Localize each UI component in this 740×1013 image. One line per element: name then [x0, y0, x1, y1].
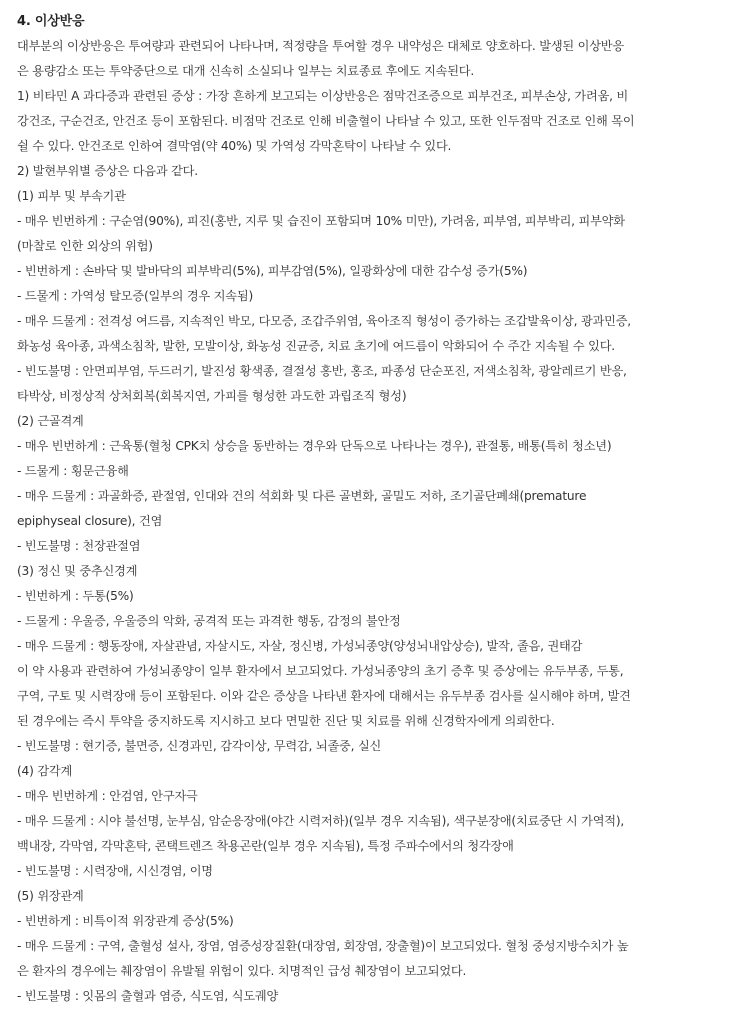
text-line: - 매우 드물게 : 과골화증, 관절염, 인대와 건의 석회화 및 다른 골변화, 골밀도 저하, 조기골단폐쇄(premature	[17, 489, 587, 503]
text-line: 타박상, 비정상적 상처회복(회복지연, 가피를 형성한 과도한 과립조직 형성)	[17, 389, 407, 403]
text-line: 1) 비타민 A 과다증과 관련된 증상 : 가장 흔하게 보고되는 이상반응은 점막건조증으로 피부건조, 피부손상, 가려움, 비	[17, 89, 629, 103]
section-title: 4. 이상반응	[17, 14, 85, 29]
text-line: - 빈도불명 : 천장관절염	[17, 539, 141, 553]
text-line: - 빈도불명 : 시력장애, 시신경염, 이명	[17, 864, 213, 878]
text-line: 은 환자의 경우에는 췌장염이 유발될 위험이 있다. 치명적인 급성 췌장염이 보고되었다.	[17, 964, 467, 978]
text-line: (마찰로 인한 외상의 위험)	[17, 239, 153, 253]
text-line: - 빈번하게 : 비특이적 위장관계 증상(5%)	[17, 914, 234, 928]
text-line: - 매우 드물게 : 구역, 출혈성 설사, 장염, 염증성장질환(대장염, 회장염, 장출혈)이 보고되었다. 혈청 중성지방수치가 높	[17, 939, 629, 953]
text-line: - 매우 드물게 : 행동장애, 자살관념, 자살시도, 자살, 정신병, 가성뇌종양(양성뇌내압상승), 발작, 졸음, 권태감	[17, 639, 583, 653]
text-line: 구역, 구토 및 시력장애 등이 포함된다. 이와 같은 증상을 나타낸 환자에 대해서는 유두부종 검사를 실시해야 하며, 발견	[17, 689, 631, 703]
text-line: - 드물게 : 횡문근융해	[17, 464, 129, 478]
text-line: (5) 위장관계	[17, 889, 84, 903]
text-line: (3) 정신 및 중추신경계	[17, 564, 138, 578]
section-body	[17, 34, 726, 1009]
text-line: 화농성 육아종, 과색소침착, 발한, 모발이상, 화농성 진균증, 치료 초기에 여드름이 악화되어 수 주간 지속될 수 있다.	[17, 339, 615, 353]
text-line: (1) 피부 및 부속기관	[17, 189, 126, 203]
text-line: 강건조, 구순건조, 안건조 등이 포함된다. 비점막 건조로 인해 비출혈이 나타날 수 있고, 또한 인두점막 건조로 인해 목이	[17, 114, 635, 128]
text-line: 이 약 사용과 관련하여 가성뇌종양이 일부 환자에서 보고되었다. 가성뇌종양의 초기 증후 및 증상에는 유두부종, 두통,	[17, 664, 624, 678]
text-line: - 드물게 : 가역성 탈모증(일부의 경우 지속됨)	[17, 289, 254, 303]
text-line: 된 경우에는 즉시 투약을 중지하도록 지시하고 보다 면밀한 진단 및 치료를 위해 신경학자에게 의뢰한다.	[17, 714, 555, 728]
text-line: 은 용량감소 또는 투약중단으로 대개 신속히 소실되나 일부는 치료종료 후에도 지속된다.	[17, 64, 475, 78]
text-line: (2) 근골격계	[17, 414, 84, 428]
text-line: - 매우 드물게 : 전격성 여드름, 지속적인 박모, 다모증, 조갑주위염, 육아조직 형성이 증가하는 조갑발육이상, 광과민증,	[17, 314, 631, 328]
text-line: - 매우 빈번하게 : 구순염(90%), 피진(홍반, 지루 및 습진이 포함되며 10% 미만), 가려움, 피부염, 피부박리, 피부약화	[17, 214, 625, 228]
text-line: 대부분의 이상반응은 투여량과 관련되어 나타나며, 적정량을 투여할 경우 내약성은 대체로 양호하다. 발생된 이상반응	[17, 39, 624, 53]
text-line: - 매우 빈번하게 : 근육통(혈청 CPK치 상승을 동반하는 경우와 단독으로 나타나는 경우), 관절통, 배통(특히 청소년)	[17, 439, 612, 453]
text-line: - 매우 드물게 : 시야 불선명, 눈부심, 암순응장애(야간 시력저하)(일부 경우 지속됨), 색구분장애(치료중단 시 가역적),	[17, 814, 625, 828]
text-line: 쉴 수 있다. 안건조로 인하여 결막염(약 40%) 및 가역성 각막혼탁이 나타날 수 있다.	[17, 139, 452, 153]
text-line: epiphyseal closure), 건염	[17, 514, 163, 528]
text-line: - 빈도불명 : 잇몸의 출혈과 염증, 식도염, 식도궤양	[17, 989, 279, 1003]
text-line: (4) 감각계	[17, 764, 73, 778]
text-line: - 빈도불명 : 현기증, 불면증, 신경과민, 감각이상, 무력감, 뇌졸중, 실신	[17, 739, 382, 753]
text-line: - 빈도불명 : 안면피부염, 두드러기, 발진성 황색종, 결절성 홍반, 홍조, 파종성 단순포진, 저색소침착, 광알레르기 반응,	[17, 364, 627, 378]
text-line: - 빈번하게 : 손바닥 및 발바닥의 피부박리(5%), 피부감염(5%), 일광화상에 대한 감수성 증가(5%)	[17, 264, 528, 278]
text-line: - 빈번하게 : 두통(5%)	[17, 589, 134, 603]
text-line: 백내장, 각막염, 각막혼탁, 콘택트렌즈 착용곤란(일부 경우 지속됨), 특정 주파수에서의 청각장애	[17, 839, 514, 853]
text-line: - 드물게 : 우울증, 우울증의 악화, 공격적 또는 과격한 행동, 감정의 불안정	[17, 614, 401, 628]
text-line: 2) 발현부위별 증상은 다음과 같다.	[17, 164, 198, 178]
text-line: - 매우 빈번하게 : 안검염, 안구자극	[17, 789, 198, 803]
